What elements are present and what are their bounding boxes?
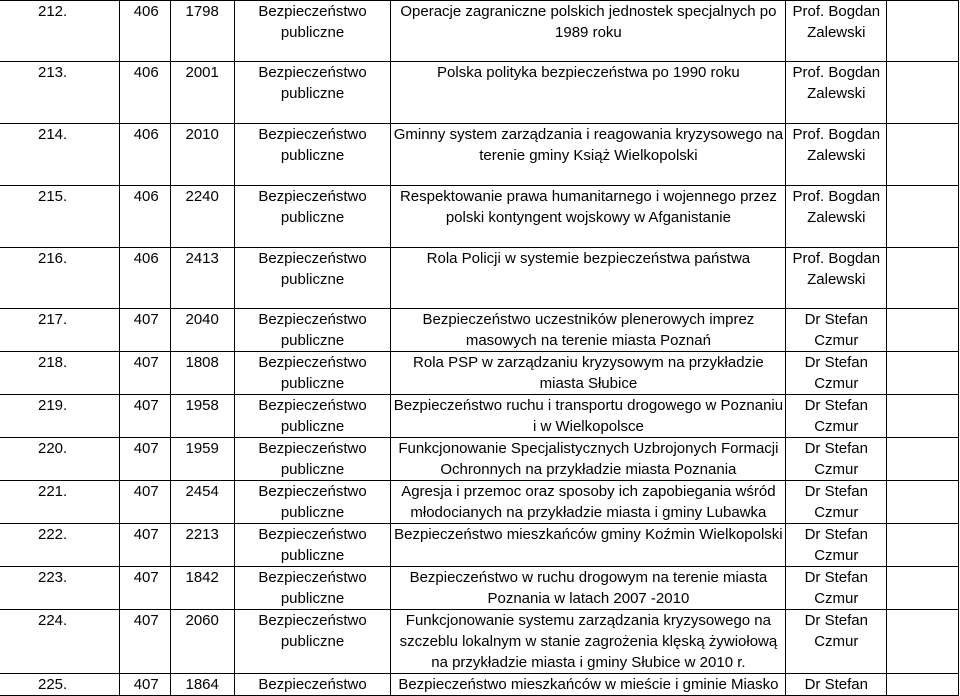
cell-code: 406 (119, 124, 170, 186)
cell-category: Bezpieczeństwo publiczne (234, 610, 391, 674)
cell-supervisor: Dr Stefan Czmur (786, 395, 887, 438)
table-row (0, 567, 959, 610)
cell-empty (887, 309, 959, 352)
cell-title: Funkcjonowanie systemu zarządzania kryzysowego na szczeblu lokalnym w stanie zagrożenia klęską żywiołową na przykładzie miasta i gminy Słubice w 2010 r. (391, 610, 786, 674)
cell-category: Bezpieczeństwo publiczne (234, 124, 391, 186)
cell-supervisor: Dr Stefan Czmur (786, 309, 887, 352)
cell-code: 407 (119, 309, 170, 352)
row-number: 214. (0, 124, 119, 186)
cell-code: 406 (119, 62, 170, 124)
cell-empty (887, 62, 959, 124)
cell-supervisor: Prof. Bogdan Zalewski (786, 1, 887, 62)
cell-id: 2001 (170, 62, 234, 124)
cell-empty (887, 124, 959, 186)
cell-title: Agresja i przemoc oraz sposoby ich zapobiegania wśród młodocianych na przykładzie miasta i gminy Lubawka (391, 481, 786, 524)
cell-supervisor: Dr Stefan Czmur (786, 610, 887, 674)
table-row (0, 395, 959, 438)
table-row (0, 481, 959, 524)
cell-category: Bezpieczeństwo publiczne (234, 524, 391, 567)
row-number: 220. (0, 438, 119, 481)
table-row (0, 248, 959, 309)
cell-id: 1808 (170, 352, 234, 395)
cell-supervisor: Dr Stefan Czmur (786, 481, 887, 524)
cell-code: 407 (119, 395, 170, 438)
cell-title: Bezpieczeństwo uczestników plenerowych imprez masowych na terenie miasta Poznań (391, 309, 786, 352)
cell-category: Bezpieczeństwo publiczne (234, 62, 391, 124)
cell-empty (887, 248, 959, 309)
cell-empty (887, 610, 959, 674)
cell-code: 407 (119, 567, 170, 610)
cell-title: Polska polityka bezpieczeństwa po 1990 roku (391, 62, 786, 124)
table-row (0, 309, 959, 352)
cell-supervisor: Prof. Bogdan Zalewski (786, 124, 887, 186)
row-number: 221. (0, 481, 119, 524)
cell-title: Bezpieczeństwo mieszkańców gminy Koźmin Wielkopolski (391, 524, 786, 567)
row-number: 212. (0, 1, 119, 62)
table-row (0, 352, 959, 395)
table-row (0, 674, 959, 696)
cell-empty (887, 186, 959, 248)
cell-code: 406 (119, 1, 170, 62)
cell-id: 2413 (170, 248, 234, 309)
table-row (0, 62, 959, 124)
row-number: 225. (0, 674, 119, 696)
cell-category: Bezpieczeństwo publiczne (234, 352, 391, 395)
cell-category: Bezpieczeństwo publiczne (234, 186, 391, 248)
row-number: 222. (0, 524, 119, 567)
cell-code: 407 (119, 481, 170, 524)
cell-code: 406 (119, 248, 170, 309)
cell-category: Bezpieczeństwo publiczne (234, 309, 391, 352)
row-number: 215. (0, 186, 119, 248)
cell-id: 2454 (170, 481, 234, 524)
cell-id: 2010 (170, 124, 234, 186)
cell-supervisor: Dr Stefan Czmur (786, 567, 887, 610)
cell-supervisor: Dr Stefan (786, 674, 887, 696)
cell-category: Bezpieczeństwo publiczne (234, 438, 391, 481)
row-number: 216. (0, 248, 119, 309)
cell-id: 2213 (170, 524, 234, 567)
cell-id: 1959 (170, 438, 234, 481)
row-number: 217. (0, 309, 119, 352)
cell-title: Bezpieczeństwo mieszkańców w mieście i gminie Miasko (391, 674, 786, 696)
cell-empty (887, 395, 959, 438)
cell-title: Operacje zagraniczne polskich jednostek specjalnych po 1989 roku (391, 1, 786, 62)
cell-id: 1958 (170, 395, 234, 438)
cell-supervisor: Dr Stefan Czmur (786, 352, 887, 395)
cell-empty (887, 438, 959, 481)
row-number: 218. (0, 352, 119, 395)
cell-supervisor: Prof. Bogdan Zalewski (786, 62, 887, 124)
cell-code: 407 (119, 674, 170, 696)
cell-supervisor: Prof. Bogdan Zalewski (786, 186, 887, 248)
cell-id: 2240 (170, 186, 234, 248)
cell-id: 1864 (170, 674, 234, 696)
cell-category: Bezpieczeństwo publiczne (234, 248, 391, 309)
table-row (0, 1, 959, 62)
cell-supervisor: Dr Stefan Czmur (786, 438, 887, 481)
cell-empty (887, 481, 959, 524)
table-row (0, 438, 959, 481)
row-number: 219. (0, 395, 119, 438)
cell-id: 1798 (170, 1, 234, 62)
cell-category: Bezpieczeństwo publiczne (234, 1, 391, 62)
cell-title: Bezpieczeństwo w ruchu drogowym na terenie miasta Poznania w latach 2007 -2010 (391, 567, 786, 610)
cell-title: Rola Policji w systemie bezpieczeństwa państwa (391, 248, 786, 309)
cell-category: Bezpieczeństwo publiczne (234, 567, 391, 610)
cell-title: Rola PSP w zarządzaniu kryzysowym na przykładzie miasta Słubice (391, 352, 786, 395)
cell-title: Bezpieczeństwo ruchu i transportu drogowego w Poznaniu i w Wielkopolsce (391, 395, 786, 438)
cell-title: Funkcjonowanie Specjalistycznych Uzbrojonych Formacji Ochronnych na przykładzie miasta Poznania (391, 438, 786, 481)
cell-id: 2040 (170, 309, 234, 352)
cell-code: 407 (119, 352, 170, 395)
cell-code: 407 (119, 524, 170, 567)
cell-supervisor: Dr Stefan Czmur (786, 524, 887, 567)
table-row (0, 610, 959, 674)
cell-code: 407 (119, 438, 170, 481)
cell-code: 407 (119, 610, 170, 674)
table-row (0, 186, 959, 248)
row-number: 223. (0, 567, 119, 610)
cell-empty (887, 674, 959, 696)
table-row (0, 524, 959, 567)
cell-id: 2060 (170, 610, 234, 674)
row-number: 213. (0, 62, 119, 124)
cell-category: Bezpieczeństwo (234, 674, 391, 696)
cell-empty (887, 524, 959, 567)
cell-title: Respektowanie prawa humanitarnego i wojennego przez polski kontyngent wojskowy w Afganistanie (391, 186, 786, 248)
cell-id: 1842 (170, 567, 234, 610)
cell-category: Bezpieczeństwo publiczne (234, 481, 391, 524)
table-body (0, 1, 959, 696)
table-row (0, 124, 959, 186)
cell-supervisor: Prof. Bogdan Zalewski (786, 248, 887, 309)
cell-code: 406 (119, 186, 170, 248)
cell-empty (887, 1, 959, 62)
cell-title: Gminny system zarządzania i reagowania kryzysowego na terenie gminy Książ Wielkopolski (391, 124, 786, 186)
cell-category: Bezpieczeństwo publiczne (234, 395, 391, 438)
row-number: 224. (0, 610, 119, 674)
cell-empty (887, 352, 959, 395)
cell-empty (887, 567, 959, 610)
